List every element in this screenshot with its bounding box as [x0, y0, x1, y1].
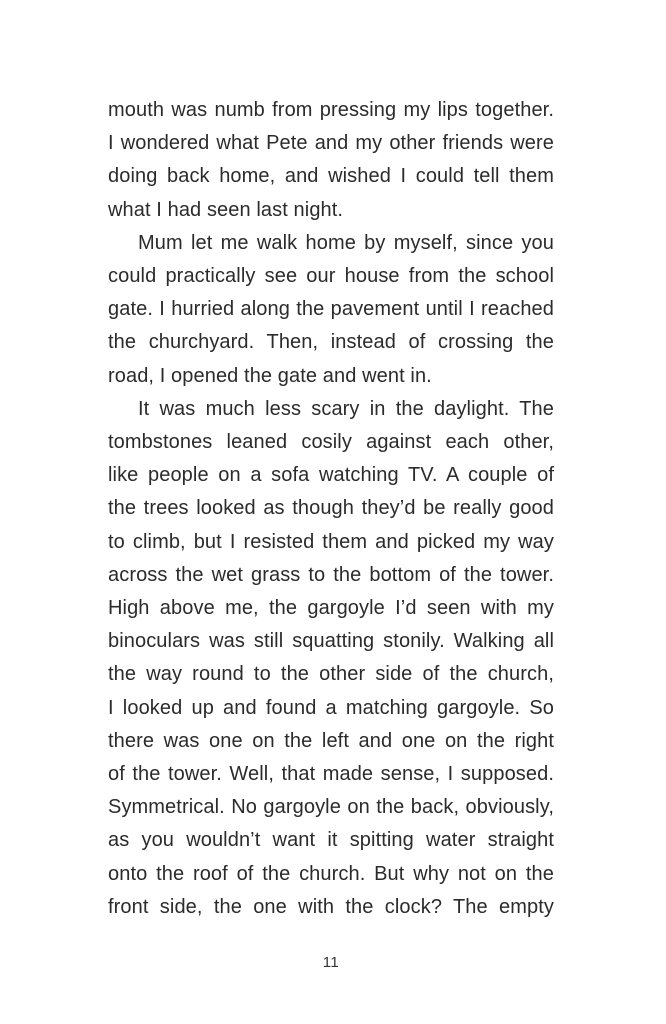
- paragraph: [108, 227, 554, 393]
- text-line: like people on a sofa watching TV. A couple of: [108, 464, 554, 487]
- text-line: High above me, the gargoyle I’d seen with my: [108, 597, 554, 620]
- text-line: tombstones leaned cosily against each other,: [108, 431, 554, 454]
- text-line: Mum let me walk home by myself, since you: [138, 231, 554, 254]
- text-line: onto the roof of the church. But why not on the: [108, 862, 554, 885]
- body-text: [108, 94, 554, 924]
- text-line: front side, the one with the clock? The empty: [108, 895, 554, 918]
- text-line: binoculars was still squatting stonily. Walking all: [108, 630, 554, 653]
- text-line: Symmetrical. No gargoyle on the back, obviously,: [108, 796, 554, 819]
- text-line: the trees looked as though they’d be really good: [108, 497, 554, 520]
- page-number: 11: [322, 954, 340, 971]
- text-line: what I had seen last night.: [108, 198, 344, 221]
- text-line: I looked up and found a matching gargoyle. So: [108, 696, 554, 719]
- text-line: road, I opened the gate and went in.: [108, 364, 432, 387]
- text-line: could practically see our house from the school: [108, 265, 554, 288]
- text-line: the way round to the other side of the church,: [108, 663, 554, 686]
- text-line: as you wouldn’t want it spitting water straight: [108, 829, 554, 852]
- text-line: I wondered what Pete and my other friends were: [108, 132, 554, 155]
- text-line: of the tower. Well, that made sense, I supposed.: [108, 763, 554, 786]
- text-line: the churchyard. Then, instead of crossing the: [108, 331, 554, 354]
- paragraph: [108, 393, 554, 924]
- text-line: there was one on the left and one on the right: [108, 729, 554, 752]
- text-line: mouth was numb from pressing my lips together.: [108, 99, 554, 121]
- text-line: gate. I hurried along the pavement until I reached: [108, 298, 554, 321]
- text-line: across the wet grass to the bottom of the tower.: [108, 563, 554, 586]
- text-line: to climb, but I resisted them and picked my way: [108, 530, 554, 553]
- paragraph: [108, 94, 554, 227]
- text-line: It was much less scary in the daylight. The: [138, 397, 554, 420]
- text-line: doing back home, and wished I could tell them: [108, 165, 554, 188]
